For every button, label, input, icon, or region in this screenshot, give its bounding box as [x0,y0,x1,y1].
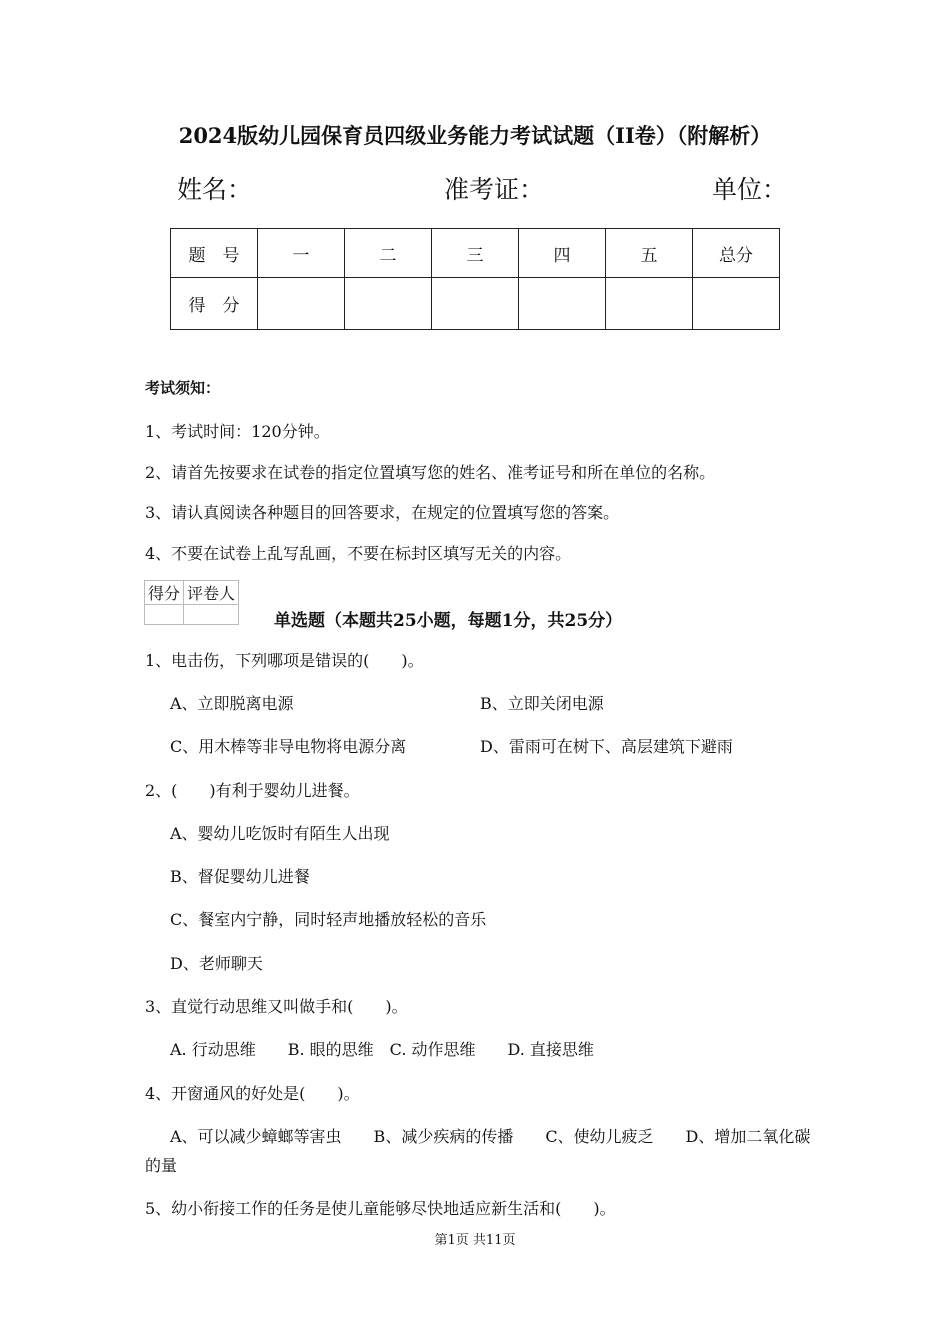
notice-item: 4、不要在试卷上乱写乱画，不要在标封区填写无关的内容。 [145,544,572,563]
notice-item: 1、考试时间：120分钟。 [145,422,330,441]
score-row-label: 得 分 [171,278,258,330]
page-footer: 第1页 共11页 [434,1233,516,1248]
score-input-cell[interactable] [258,278,345,330]
question-options[interactable]: A、可以减少蟑螂等害虫 B、减少疾病的传播 C、使幼儿疲乏 D、增加二氧化碳 [170,1127,811,1146]
notice-heading: 考试须知： [145,379,221,397]
grader-score-label: 得分 [145,581,184,605]
score-header-cell: 四 [519,229,606,278]
grader-box [144,580,239,625]
section-title: 单选题（本题共25小题，每题1分，共25分） [274,611,623,631]
exam-id-field-label: 准考证： [444,175,545,204]
score-header-cell: 总分 [693,229,780,278]
name-field-label: 姓名： [177,175,253,204]
option-c[interactable]: C、餐室内宁静，同时轻声地播放轻松的音乐 [170,910,487,929]
score-table-header-row [171,229,780,278]
question-options-continued: 的量 [145,1156,178,1175]
score-input-cell[interactable] [519,278,606,330]
question-options[interactable]: A. 行动思维 B. 眼的思维 C. 动作思维 D. 直接思维 [170,1040,594,1059]
notice-item: 3、请认真阅读各种题目的回答要求，在规定的位置填写您的答案。 [145,503,620,522]
score-input-cell[interactable] [345,278,432,330]
score-header-cell: 题 号 [171,229,258,278]
question-stem: 5、幼小衔接工作的任务是使儿童能够尽快地适应新生活和( )。 [145,1199,616,1218]
option-b[interactable]: B、立即关闭电源 [480,694,604,713]
notice-item: 2、请首先按要求在试卷的指定位置填写您的姓名、准考证号和所在单位的名称。 [145,463,716,482]
option-d[interactable]: D、雷雨可在树下、高层建筑下避雨 [480,737,733,756]
question-stem: 4、开窗通风的好处是( )。 [145,1084,360,1103]
option-a[interactable]: A、立即脱离电源 [170,694,294,713]
score-header-cell: 五 [606,229,693,278]
option-d[interactable]: D、老师聊天 [170,954,263,973]
score-table [170,228,780,330]
grader-name-cell[interactable] [184,605,239,625]
option-b[interactable]: B、督促婴幼儿进餐 [170,867,310,886]
option-a[interactable]: A、婴幼儿吃饭时有陌生人出现 [170,824,390,843]
score-header-cell: 二 [345,229,432,278]
score-input-cell[interactable] [693,278,780,330]
grader-name-label: 评卷人 [184,581,239,605]
score-input-cell[interactable] [432,278,519,330]
score-input-cell[interactable] [606,278,693,330]
question-stem: 2、( )有利于婴幼儿进餐。 [145,781,360,800]
grader-score-cell[interactable] [145,605,184,625]
score-table-score-row [171,278,780,330]
score-header-cell: 一 [258,229,345,278]
question-stem: 3、直觉行动思维又叫做手和( )。 [145,997,408,1016]
question-stem: 1、电击伤，下列哪项是错误的( )。 [145,651,424,670]
exam-title: 2024版幼儿园保育员四级业务能力考试试题（II卷）（附解析） [178,123,772,148]
option-c[interactable]: C、用木棒等非导电物将电源分离 [170,737,407,756]
score-header-cell: 三 [432,229,519,278]
unit-field-label: 单位： [712,175,788,204]
